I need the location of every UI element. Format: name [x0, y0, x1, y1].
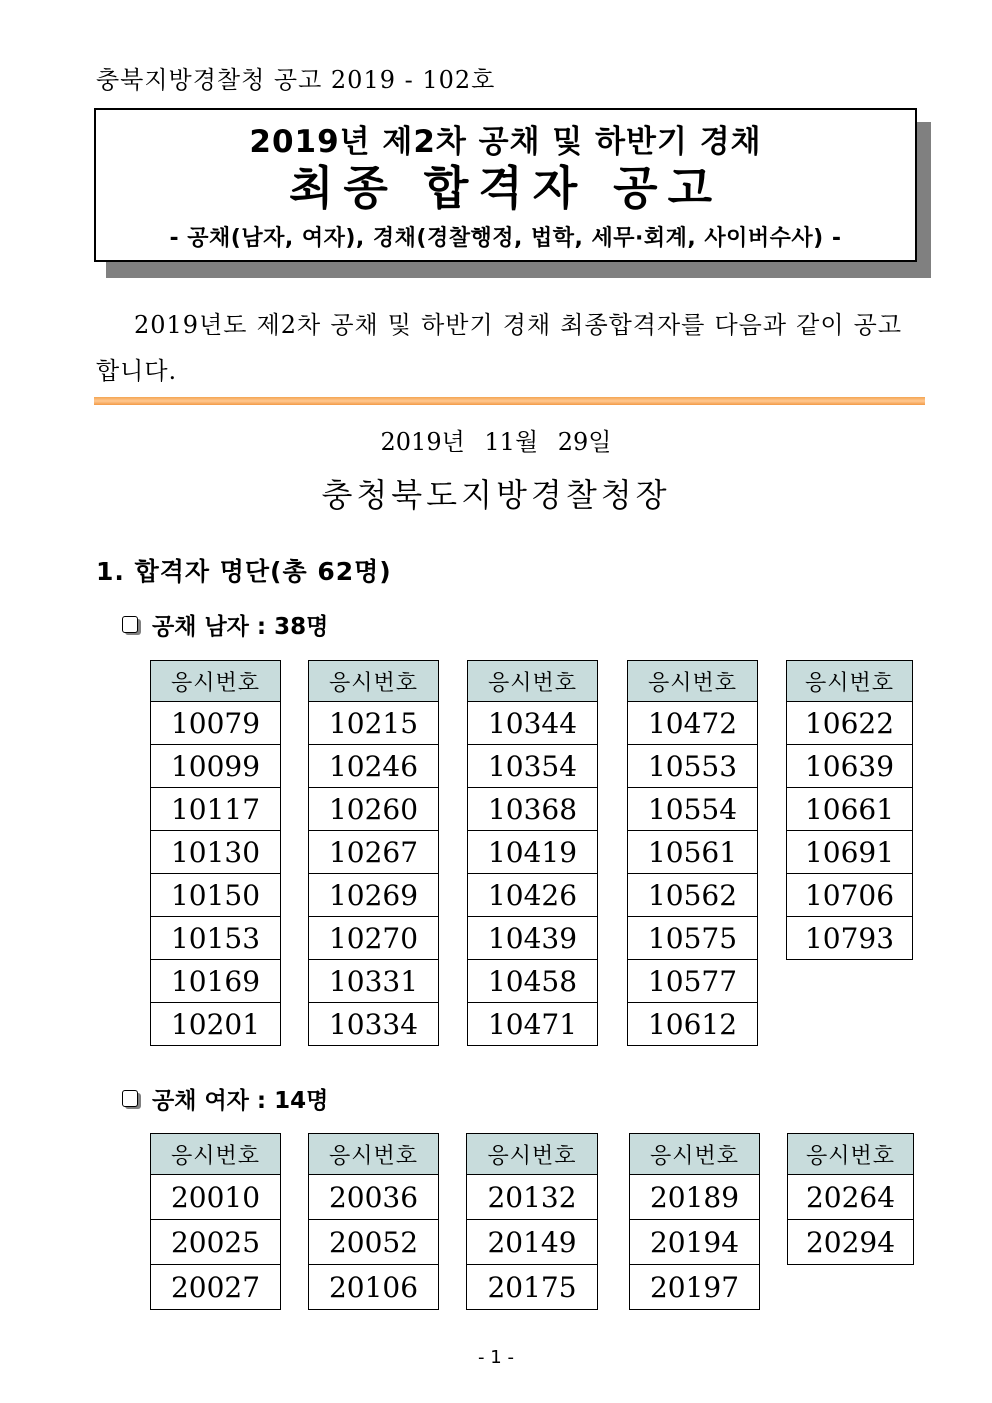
table-row [467, 1265, 598, 1310]
table-row [787, 788, 913, 831]
table-row [787, 831, 913, 874]
title-subtitle: - 공채(남자, 여자), 경채(경찰행정, 법학, 세무·회계, 사이버수사) - [169, 226, 842, 251]
table-row [309, 1003, 439, 1046]
column-header: 응시번호 [309, 1134, 439, 1175]
intro-paragraph: 2019년도 제2차 공채 및 하반기 경채 최종합격자를 다음과 같이 공고합니다. [96, 311, 902, 385]
column-header: 응시번호 [151, 661, 281, 702]
column-header: 응시번호 [309, 661, 439, 702]
title-frame [94, 108, 917, 262]
table-row [628, 874, 758, 917]
table-row [628, 788, 758, 831]
column-header: 응시번호 [467, 1134, 598, 1175]
applicant-number: 10561 [628, 831, 758, 874]
male-table-3 [467, 660, 598, 1046]
table-row [468, 960, 598, 1003]
applicant-number: 10117 [151, 788, 281, 831]
applicant-number: 10639 [787, 745, 913, 788]
applicant-number: 10562 [628, 874, 758, 917]
table-row [151, 874, 281, 917]
female-table-4 [629, 1133, 760, 1310]
applicant-number: 10269 [309, 874, 439, 917]
female-table-1 [150, 1133, 281, 1310]
subhead-male [122, 608, 328, 641]
table-row [151, 917, 281, 960]
table-row [468, 702, 598, 745]
table-row [309, 702, 439, 745]
applicant-number: 10471 [468, 1003, 598, 1046]
table-row [787, 702, 913, 745]
table-row [628, 1003, 758, 1046]
checkbox-icon [122, 616, 140, 634]
applicant-number: 20132 [467, 1175, 598, 1220]
document-number: 충북지방경찰청 공고 2019 - 102호 [96, 66, 496, 94]
applicant-number: 10575 [628, 917, 758, 960]
table-row [467, 1220, 598, 1265]
title-box [94, 108, 917, 262]
applicant-number: 10368 [468, 788, 598, 831]
applicant-number: 10439 [468, 917, 598, 960]
female-table-5 [787, 1133, 914, 1265]
table-row [151, 745, 281, 788]
applicant-number: 10334 [309, 1003, 439, 1046]
table-row [467, 1175, 598, 1220]
male-table-1 [150, 660, 281, 1046]
applicant-number: 20025 [151, 1220, 281, 1265]
table-row [309, 1175, 439, 1220]
table-row [628, 917, 758, 960]
applicant-number: 10554 [628, 788, 758, 831]
applicant-number: 20106 [309, 1265, 439, 1310]
subhead-female [122, 1082, 328, 1115]
female-table-3 [466, 1133, 598, 1310]
applicant-number: 10472 [628, 702, 758, 745]
table-row [628, 831, 758, 874]
applicant-number: 10419 [468, 831, 598, 874]
title-main: 최종 합격자 공고 [288, 161, 723, 215]
applicant-number: 20197 [630, 1265, 760, 1310]
applicant-number: 10169 [151, 960, 281, 1003]
applicant-number: 20194 [630, 1220, 760, 1265]
table-row [309, 960, 439, 1003]
applicant-number: 10153 [151, 917, 281, 960]
table-row [787, 917, 913, 960]
applicant-number: 10150 [151, 874, 281, 917]
applicant-number: 10661 [787, 788, 913, 831]
table-row [309, 788, 439, 831]
applicant-number: 10099 [151, 745, 281, 788]
column-header: 응시번호 [151, 1134, 281, 1175]
announcement-date: 2019년 11월 29일 [380, 428, 612, 456]
table-row [468, 745, 598, 788]
male-table-2 [308, 660, 439, 1046]
applicant-number: 10793 [787, 917, 913, 960]
table-row [151, 1175, 281, 1220]
applicant-number: 10215 [309, 702, 439, 745]
table-row [151, 960, 281, 1003]
table-row [468, 831, 598, 874]
column-header: 응시번호 [788, 1134, 914, 1175]
table-row [309, 1265, 439, 1310]
table-row [468, 917, 598, 960]
applicant-number: 20149 [467, 1220, 598, 1265]
table-row [309, 917, 439, 960]
table-row [151, 1003, 281, 1046]
checkbox-icon [122, 1090, 140, 1108]
applicant-number: 20294 [788, 1220, 914, 1265]
applicant-number: 10344 [468, 702, 598, 745]
applicant-number: 10458 [468, 960, 598, 1003]
applicant-number: 20027 [151, 1265, 281, 1310]
male-table-5 [786, 660, 913, 960]
applicant-number: 20189 [630, 1175, 760, 1220]
table-row [151, 1265, 281, 1310]
table-row [788, 1220, 914, 1265]
table-row [628, 960, 758, 1003]
table-row [630, 1265, 760, 1310]
applicant-number: 10246 [309, 745, 439, 788]
table-row [151, 831, 281, 874]
applicant-number: 10691 [787, 831, 913, 874]
applicant-number: 10622 [787, 702, 913, 745]
applicant-number: 10267 [309, 831, 439, 874]
column-header: 응시번호 [630, 1134, 760, 1175]
column-header: 응시번호 [468, 661, 598, 702]
applicant-number: 20175 [467, 1265, 598, 1310]
applicant-number: 20052 [309, 1220, 439, 1265]
table-row [309, 874, 439, 917]
table-row [309, 745, 439, 788]
applicant-number: 10577 [628, 960, 758, 1003]
signer-name: 충청북도지방경찰청장 [321, 476, 671, 514]
section-title: 1. 합격자 명단(총 62명) [96, 557, 392, 586]
applicant-number: 20036 [309, 1175, 439, 1220]
table-row [151, 702, 281, 745]
table-row [628, 745, 758, 788]
table-row [630, 1220, 760, 1265]
applicant-number: 10130 [151, 831, 281, 874]
subhead-male-label: 공채 남자 : 38명 [152, 614, 329, 640]
applicant-number: 10260 [309, 788, 439, 831]
orange-divider [94, 397, 925, 405]
table-row [309, 1220, 439, 1265]
applicant-number: 10612 [628, 1003, 758, 1046]
table-row [468, 1003, 598, 1046]
table-row [630, 1175, 760, 1220]
table-row [468, 788, 598, 831]
female-table-2 [308, 1133, 439, 1310]
column-header: 응시번호 [628, 661, 758, 702]
applicant-number: 10354 [468, 745, 598, 788]
column-header: 응시번호 [787, 661, 913, 702]
applicant-number: 10079 [151, 702, 281, 745]
male-table-4 [627, 660, 758, 1046]
table-row [309, 831, 439, 874]
subhead-female-label: 공채 여자 : 14명 [152, 1088, 329, 1114]
table-row [628, 702, 758, 745]
applicant-number: 10553 [628, 745, 758, 788]
applicant-number: 20010 [151, 1175, 281, 1220]
applicant-number: 10331 [309, 960, 439, 1003]
table-row [468, 874, 598, 917]
applicant-number: 10201 [151, 1003, 281, 1046]
table-row [787, 745, 913, 788]
applicant-number: 20264 [788, 1175, 914, 1220]
applicant-number: 10270 [309, 917, 439, 960]
applicant-number: 10426 [468, 874, 598, 917]
applicant-number: 10706 [787, 874, 913, 917]
table-row [788, 1175, 914, 1220]
page-number: - 1 - [478, 1347, 514, 1368]
table-row [151, 788, 281, 831]
title-line-1: 2019년 제2차 공채 및 하반기 경채 [249, 124, 762, 160]
table-row [151, 1220, 281, 1265]
table-row [787, 874, 913, 917]
